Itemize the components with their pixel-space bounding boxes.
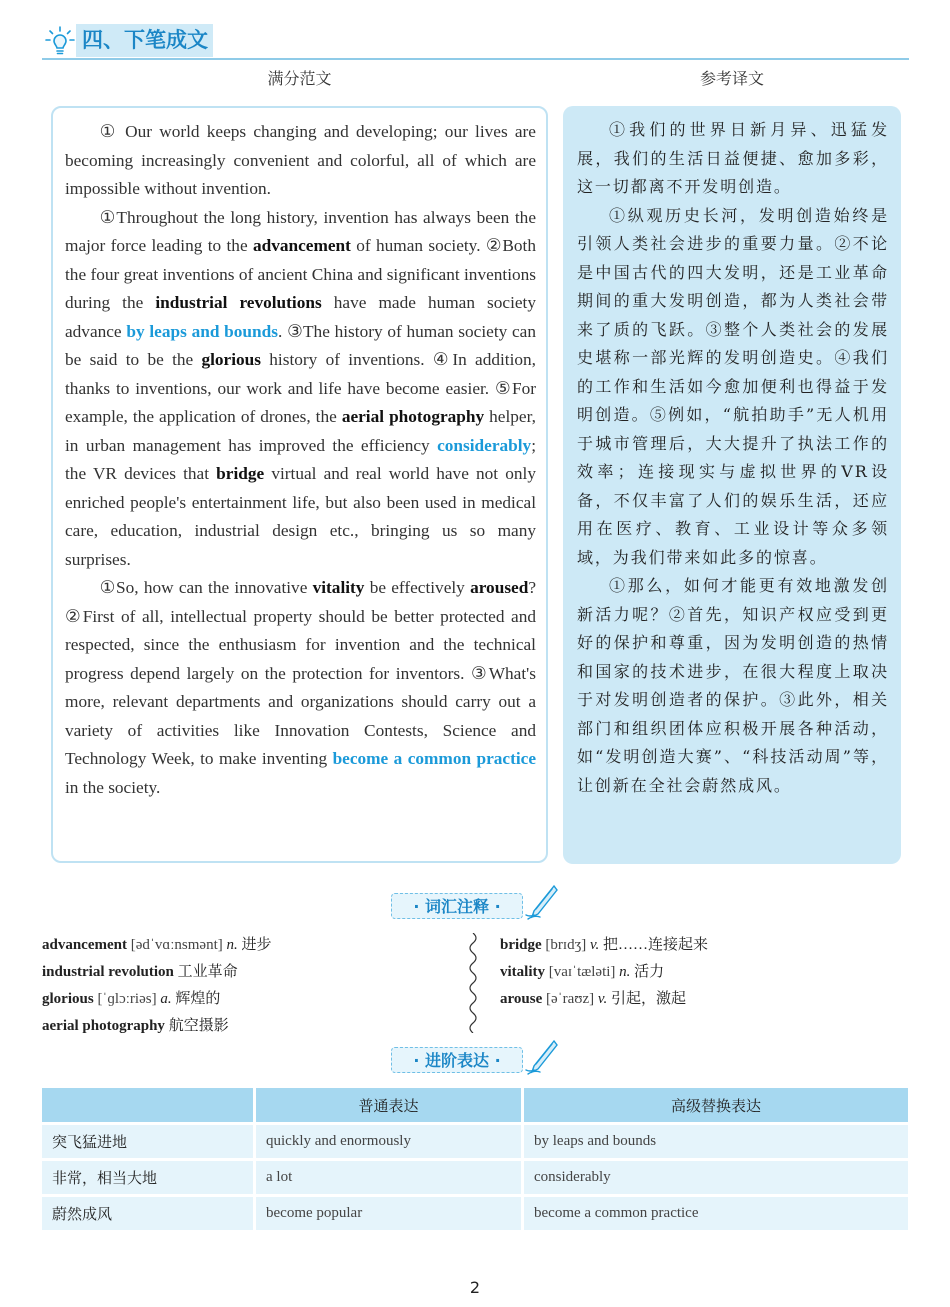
translation-paragraph-1: ①我们的世界日新月异、迅猛发展，我们的生活日益便捷、愈加多彩，这一切都离不开发明创造。: [577, 120, 889, 196]
essay-paragraph-3: ①So, how can the innovative vitality be effectively aroused? ②First of all, intellectual property should be better protected and respected, since the enthusiasm for invention and the technical progress depend largely on the protection for inventors. ③What's more, relevant departments and organizations should carry out a variety of activities like Innovation Contests, Science and Technology Week, to make inventing become a common practice in the society.: [65, 578, 536, 797]
vocab-section-title: · 词汇注释 ·: [391, 893, 523, 919]
table-header-cell: 高级替换表达: [524, 1088, 908, 1122]
table-cell: 非常，相当大地: [42, 1158, 256, 1194]
vocab-item: advancement [ədˈvɑːnsmənt] n. 进步: [42, 937, 272, 953]
table-cell: by leaps and bounds: [524, 1122, 908, 1158]
essay-paragraph-1: ① Our world keeps changing and developing; our lives are becoming increasingly convenient and colorful, all of which are impossible without invention.: [65, 122, 536, 198]
table-cell: become popular: [256, 1194, 524, 1230]
keyword: aerial photography: [341, 407, 485, 426]
table-cell: become a common practice: [524, 1194, 908, 1230]
model-essay-panel: [51, 106, 548, 863]
essay-paragraph-2: ①Throughout the long history, invention has always been the major force leading to the advancement of human society. ②Both the four great inventions of ancient China and significant inventions during the industrial revolutions have made human society advance by leaps and bounds. ③The history of human society can be said to be the glorious history of inventions. ④In addition, thanks to inventions, our work and life have become easier. ⑤For example, the application of drones, the aerial photography helper, in urban management has improved the efficiency considerably; the VR devices that bridge virtual and real world have not only enriched people's entertainment life, but also been used in medical care, education, industrial design etc., bringing us so many surprises.: [65, 207, 537, 569]
vocab-item: bridge [brɪdʒ] v. 把……连接起来: [500, 937, 709, 953]
vocab-item: industrial revolution 工业革命: [42, 964, 238, 980]
keyword: advancement: [252, 236, 351, 255]
translation-heading: 参考译文: [699, 69, 764, 88]
lightbulb-icon: [44, 25, 76, 57]
translation-panel: [563, 106, 901, 864]
table-cell: a lot: [256, 1158, 524, 1194]
vocab-list-right: [500, 932, 900, 1013]
table-cell: quickly and enormously: [256, 1122, 524, 1158]
translation-paragraph-2: ①纵观历史长河，发明创造始终是引领人类社会进步的重要力量。②不论是中国古代的四大发明，还是工业革命期间的重大发明创造，都为人类社会带来了质的飞跃。③整个人类社会的发展史堪称一部光辉的发明创造史。④我们的工作和生活如今愈加便利也得益于发明创造。⑤例如，“航拍助手”无人机用于城市管理后，大大提升了执法工作的效率；连接现实与虚拟世界的VR设备，不仅丰富了人们的娱乐生活，还应用在医疗、教育、工业设计等众多领域，为我们带来如此多的惊喜。: [577, 205, 889, 567]
wavy-divider: [466, 933, 480, 1033]
keyword: glorious: [201, 350, 261, 369]
page-number: 2: [469, 1278, 481, 1297]
highlight-phrase: considerably: [437, 435, 532, 455]
table-cell: 蔚然成风: [42, 1194, 256, 1230]
vocab-item: aerial photography 航空摄影: [42, 1018, 229, 1034]
highlight-phrase: become a common practice: [332, 749, 536, 768]
header-divider: [42, 58, 909, 60]
table-row: [42, 1194, 908, 1230]
keyword: industrial revolutions: [155, 293, 322, 312]
highlight-phrase: by leaps and bounds: [126, 321, 278, 341]
keyword: vitality: [312, 578, 365, 597]
essay-heading: 满分范文: [267, 69, 332, 88]
section-title: 四、下笔成文: [76, 24, 213, 57]
table-row: [42, 1122, 908, 1158]
table-header-cell: [42, 1088, 256, 1122]
translation-paragraph-3: ①那么，如何才能更有效地激发创新活力呢？②首先，知识产权应受到更好的保护和尊重，因为发明创造的热情和国家的技术进步，在很大程度上取决于对发明创造者的保护。③此外，相关部门和组织团体应积极开展各种活动，如“发明创造大赛”、“科技活动周”等，让创新在全社会蔚然成风。: [577, 576, 889, 795]
table-cell: 突飞猛进地: [42, 1122, 256, 1158]
keyword: aroused: [470, 578, 529, 597]
pen-icon: [524, 1038, 560, 1078]
pen-icon: [524, 883, 560, 923]
advanced-section-title: · 进阶表达 ·: [391, 1047, 523, 1073]
expression-table: [42, 1088, 908, 1230]
vocab-list-left: [42, 932, 462, 1040]
table-header-row: [42, 1088, 908, 1122]
vocab-item: arouse [əˈraʊz] v. 引起，激起: [500, 991, 686, 1007]
table-row: [42, 1158, 908, 1194]
keyword: bridge: [216, 464, 265, 483]
table-cell: considerably: [524, 1158, 908, 1194]
vocab-item: glorious [ˈɡlɔːriəs] a. 辉煌的: [42, 991, 221, 1007]
table-header-cell: 普通表达: [256, 1088, 524, 1122]
vocab-item: vitality [vaɪˈtæləti] n. 活力: [500, 964, 665, 980]
